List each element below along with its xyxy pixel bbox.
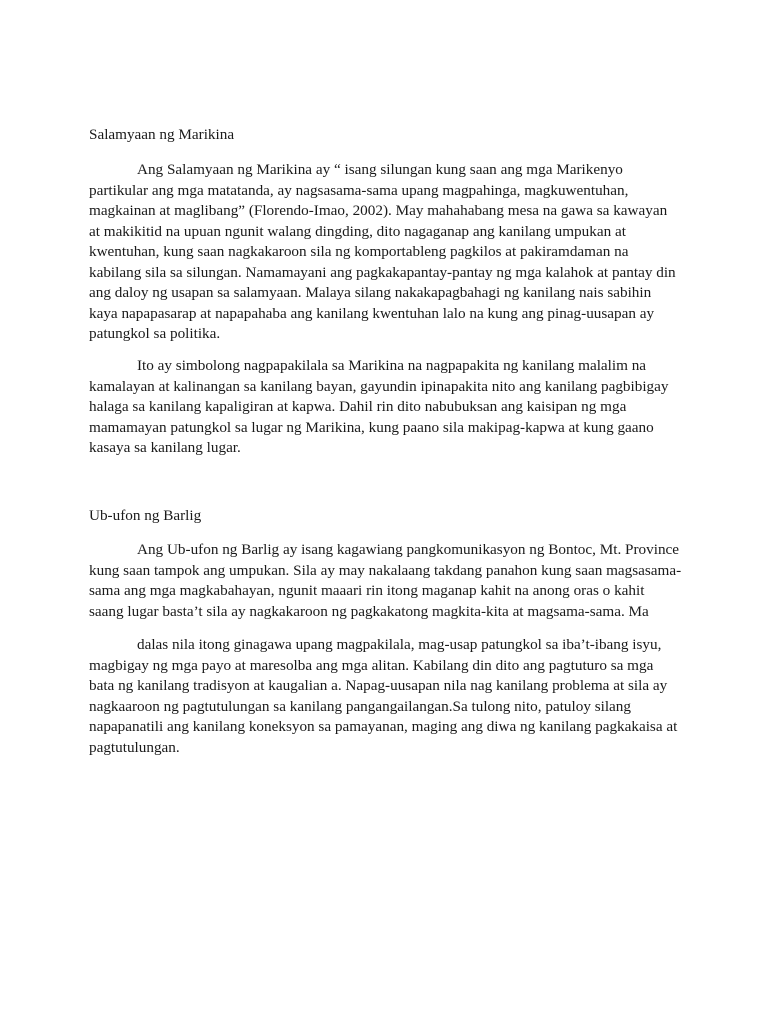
text-line: halaga sa kanilang kapaligiran at kapwa. Dahil rin dito nabubuksan ang kaisipan ng mga [89, 398, 627, 415]
text-line: napapanatili ang kanilang koneksyon sa pamayanan, maging ang diwa ng kanilang pagkakaisa at [89, 718, 678, 735]
section-ub-ufon [89, 506, 689, 756]
text-line: nagkaaroon ng pagtutulungan sa kanilang pangangailangan.Sa tulong nito, patuloy silang [89, 697, 631, 715]
section-salamyaan [89, 125, 689, 456]
paragraph [89, 540, 689, 622]
text-line: dalas nila itong ginagawa upang magpakilala, mag-usap patungkol sa iba’t-ibang isyu, [137, 636, 662, 653]
text-line: Ito ay simbolong nagpapakilala sa Marikina na nagpapakita ng kanilang malalim na [137, 357, 647, 374]
text-line: sama ang mga magkabahayan, ngunit maaari rin itong maganap kahit na anong oras o kahit [89, 582, 645, 599]
text-line: kamalayan at kalinangan sa kanilang bayan, gayundin ipinapakita nito ang kanilang pagbibigay [89, 377, 669, 395]
text-line: pagtutulungan. [89, 738, 180, 756]
text-line: Ang Salamyaan ng Marikina ay “ isang silungan kung saan ang mga Marikenyo [137, 161, 623, 178]
text-line: kwentuhan, kung saan nagkakaroon sila ng komportableng pagkilos at pakiramdaman na [89, 243, 629, 260]
section-heading: Ub-ufon ng Barlig [89, 507, 202, 524]
text-line: at makikitid na upuan ngunit walang dingding, dito nagaganap ang kanilang umpukan at [89, 222, 626, 240]
section-heading: Salamyaan ng Marikina [89, 126, 235, 143]
text-line: mamamayan patungkol sa lugar ng Marikina, kung paano sila makipag-kapwa at kung gaano [89, 418, 654, 436]
text-line: saang lugar basta’t sila ay nagkakaroon ng pagkakatong magkita-kita at magsama-sama. Ma [89, 602, 649, 620]
text-line: partikular ang mga matatanda, ay nagsasama-sama upang magpahinga, magkuwentuhan, [89, 181, 629, 199]
text-line: bata ng kanilang tradisyon at kaugalian a. Napag-uusapan nila nag kanilang problema at sila ay [89, 677, 668, 694]
text-line: ang daloy ng usapan sa salamyaan. Malaya silang nakakapagbahagi ng kanilang nais sabihin [89, 284, 652, 301]
text-line: patungkol sa politika. [89, 325, 221, 342]
text-line: Ang Ub-ufon ng Barlig ay isang kagawiang pangkomunikasyon ng Bontoc, Mt. Province [137, 541, 680, 558]
paragraph [89, 635, 689, 758]
paragraph [89, 356, 689, 459]
text-line: kung saan tampok ang umpukan. Sila ay may nakalaang takdang panahon kung saan magsasama- [89, 561, 682, 579]
text-line: kabilang sila sa silungan. Namamayani ang pagkakapantay-pantay ng mga kalahok at pantay din [89, 263, 676, 281]
paragraph [89, 160, 689, 345]
text-line: magbigay ng mga payo at maresolba ang mga alitan. Kabilang din dito ang pagtuturo sa mga [89, 656, 654, 674]
text-line: kaya napapasarap at napapahaba ang kanilang kwentuhan lalo na kung ang pinag-uusapan ay [89, 304, 655, 322]
text-line: magkainan at maglibang” (Florendo-Imao, 2002). May mahahabang mesa na gawa sa kawayan [89, 202, 668, 219]
text-line: kasaya sa kanilang lugar. [89, 439, 241, 456]
